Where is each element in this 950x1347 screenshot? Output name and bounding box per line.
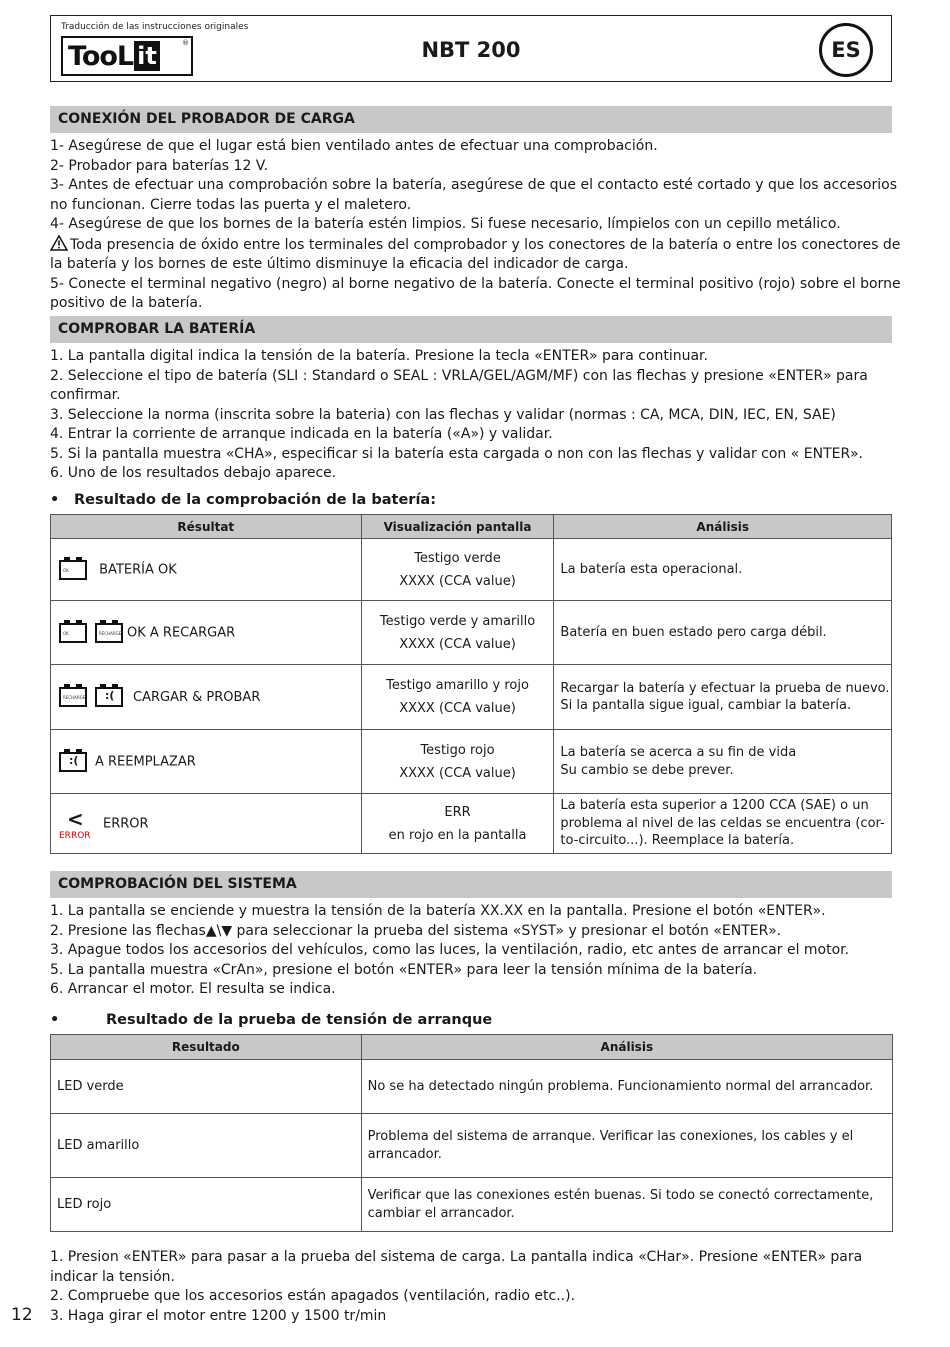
analysis-line: Si la pantalla sigue igual, cambiar la batería. [560,698,852,713]
display-line: ERR [444,804,471,820]
section-title-test-battery: COMPROBAR LA BATERÍA [50,316,892,343]
text-line: 2- Probador para baterías 12 V. [50,157,269,174]
analysis-line: Batería en buen estado pero carga débil. [560,624,827,640]
analysis-cell [554,665,892,730]
section-title-connection: CONEXIÓN DEL PROBADOR DE CARGA [50,106,892,133]
logo-registered-mark: ® [182,39,189,47]
result-label: CARGAR & PROBAR [133,689,261,705]
page-number: 12 [11,1305,33,1325]
column-header: Résultat [51,515,362,539]
battery-recharge-icon: RECHARGE [59,687,87,707]
language-badge: ES [819,23,873,77]
battery-bad-icon: :( [59,752,87,772]
display-line: XXXX (CCA value) [399,765,516,781]
display-line: Testigo amarillo y rojo [386,678,529,693]
battery-ok-icon: OK [59,560,87,580]
analysis-cell [554,730,892,794]
text-line: 5. Si la pantalla muestra «CHA», especificar si la batería esta cargada o non con las flechas y validar con « ENTER». [50,445,863,462]
text-line: 1. La pantalla se enciende y muestra la tensión de la batería XX.XX en la pantalla. Presione el botón «ENTER». [50,903,826,919]
analysis-line: Su cambio se debe prever. [560,762,734,778]
text-line: positivo de la batería. [50,295,203,311]
analysis-line: problema al nivel de las celdas se encuentra (cor- [560,815,885,831]
analysis-line: Recargar la batería y efectuar la prueba de nuevo. [560,680,890,696]
charging-steps [50,1248,908,1326]
analysis-cell [554,601,892,665]
text-line: 3. Seleccione la norma (inscrita sobre la bateria) con las flechas y validar (normas : CA, MCA, DIN, IEC, EN, SAE) [50,406,836,423]
section3-body [50,902,908,1000]
table-header-row [51,515,892,539]
table-row [51,1114,893,1178]
text-line: 3. Haga girar el motor entre 1200 y 1500 tr/min [50,1307,387,1324]
display-cell [361,730,554,794]
analysis-cell [361,1178,892,1232]
display-cell [361,794,554,854]
warning-triangle-icon [50,235,68,251]
display-cell [361,601,554,665]
column-header: Análisis [554,515,892,539]
table-row [51,730,892,794]
text-line: 5- Conecte el terminal negativo (negro) al borne negativo de la batería. Conecte el terminal positivo (rojo) sobre el borne [50,275,901,292]
text-line: 6. Uno de los resultados debajo aparece. [50,465,337,481]
model-title: NBT 200 [421,38,521,62]
text-line: confirmar. [50,387,121,403]
column-header: Análisis [361,1035,892,1060]
analysis-line: arrancador. [367,1146,442,1162]
battery-bad-icon: :( [95,687,123,707]
column-header: Resultado [51,1035,362,1060]
warning-text: Toda presencia de óxido entre los terminales del comprobador y los conectores de la batería o entre los conectores de [70,236,901,253]
heading-text: Resultado de la comprobación de la batería: [74,492,437,508]
result-label: ERROR [103,816,149,831]
warning-line [50,235,908,256]
table-header-row [51,1035,893,1060]
logo-box: it [134,41,160,71]
text-line: 4- Asegúrese de que los bornes de la batería estén limpios. Si fuese necesario, límpielos con un cepillo metálico. [50,216,841,232]
result-cell [51,730,362,794]
text-line: no funcionan. Cierre todas las puerta y el maletero. [50,196,412,213]
text-line: 4. Entrar la corriente de arranque indicada en la batería («A») y validar. [50,426,553,442]
display-line: Testigo verde y amarillo [379,613,536,629]
result-cell: LED rojo [51,1178,362,1232]
analysis-cell [554,794,892,854]
result-cell [51,539,362,601]
section1-body [50,137,908,314]
result-cell: LED verde [51,1060,362,1114]
text-line: 2. Seleccione el tipo de batería (SLI : Standard o SEAL : VRLA/GEL/AGM/MF) con las flechas y presione «ENTER» para [50,367,868,384]
heading-text: Resultado de la prueba de tensión de arranque [106,1012,493,1028]
display-line: XXXX (CCA value) [399,701,516,716]
text-line: 1- Asegúrese de que el lugar está bien ventilado antes de efectuar una comprobación. [50,138,658,154]
text-line: 2. Compruebe que los accesorios están apagados (ventilación, radio etc..). [50,1288,576,1304]
section2-body [50,347,908,484]
table-row [51,665,892,730]
result-cell: LED amarillo [51,1114,362,1178]
table-row [51,1060,893,1114]
bullet: • [50,1012,60,1028]
cranking-result-table [50,1034,893,1232]
analysis-line: to-circuito...). Reemplace la batería. [560,833,795,849]
result-label: A REEMPLAZAR [95,754,196,769]
result-label: OK A RECARGAR [127,625,236,640]
text-line: 1. Presion «ENTER» para pasar a la prueba del sistema de carga. La pantalla indica «CHar». Presione «ENTER» para [50,1249,863,1265]
analysis-cell [361,1060,892,1114]
analysis-line: La batería se acerca a su fin de vida [560,745,797,760]
text-line: 1. La pantalla digital indica la tensión de la batería. Presione la tecla «ENTER» para continuar. [50,348,708,364]
display-line: XXXX (CCA value) [399,636,516,652]
text-line: 3. Apague todos los accesorios del vehículos, como las luces, la ventilación, radio, etc antes de arrancar el motor. [50,942,850,958]
analysis-cell [554,539,892,601]
text-line: 3- Antes de efectuar una comprobación sobre la batería, asegúrese de que el contacto esté cortado y que los accesorios [50,177,897,193]
bullet: • [50,492,60,508]
analysis-line: Verificar que las conexiones estén buenas. Si todo se conectó correctamente, [367,1188,874,1203]
result-cell [51,665,362,730]
analysis-line: La batería esta superior a 1200 CCA (SAE) o un [560,798,869,814]
analysis-line: No se ha detectado ningún problema. Funcionamiento normal del arrancador. [367,1078,874,1094]
text-line: 6. Arrancar el motor. El resulta se indica. [50,981,336,997]
translation-note: Traducción de las instrucciones originales [61,22,249,32]
section-title-system-check: COMPROBACIÓN DEL SISTEMA [50,871,892,898]
display-line: Testigo rojo [420,742,495,758]
logo-text: TooL [68,40,134,72]
text-line: 2. Presione las flechas▲\▼ para seleccionar la prueba del sistema «SYST» y presionar el botón «ENTER». [50,922,782,939]
analysis-cell [361,1114,892,1178]
display-cell [361,665,554,730]
display-line: Testigo verde [414,550,501,566]
battery-result-table [50,514,892,854]
result-label: BATERÍA OK [99,562,177,577]
page-header [50,15,892,82]
battery-recharge-icon: RECHARGE [95,623,123,643]
battery-result-heading [50,492,436,508]
table-row [51,539,892,601]
text-line: 5. La pantalla muestra «CrAn», presione el botón «ENTER» para leer la tensión mínima de la batería. [50,961,758,978]
table-row [51,1178,893,1232]
result-cell [51,794,362,854]
text-line: la batería y los bornes de este último disminuye la eficacia del indicador de carga. [50,256,629,272]
table-row [51,794,892,854]
column-header: Visualización pantalla [361,515,554,539]
display-line: XXXX (CCA value) [399,573,516,589]
display-line: en rojo en la pantalla [388,827,527,843]
text-line: indicar la tensión. [50,1268,175,1285]
analysis-line: La batería esta operacional. [560,561,743,577]
error-clamp-icon: < ERROR [59,806,91,841]
cranking-result-heading [50,1012,492,1028]
table-row [51,601,892,665]
battery-ok-icon: OK [59,623,87,643]
analysis-line: Problema del sistema de arranque. Verificar las conexiones, los cables y el [367,1129,854,1144]
display-cell [361,539,554,601]
analysis-line: cambiar el arrancador. [367,1205,515,1221]
result-cell [51,601,362,665]
